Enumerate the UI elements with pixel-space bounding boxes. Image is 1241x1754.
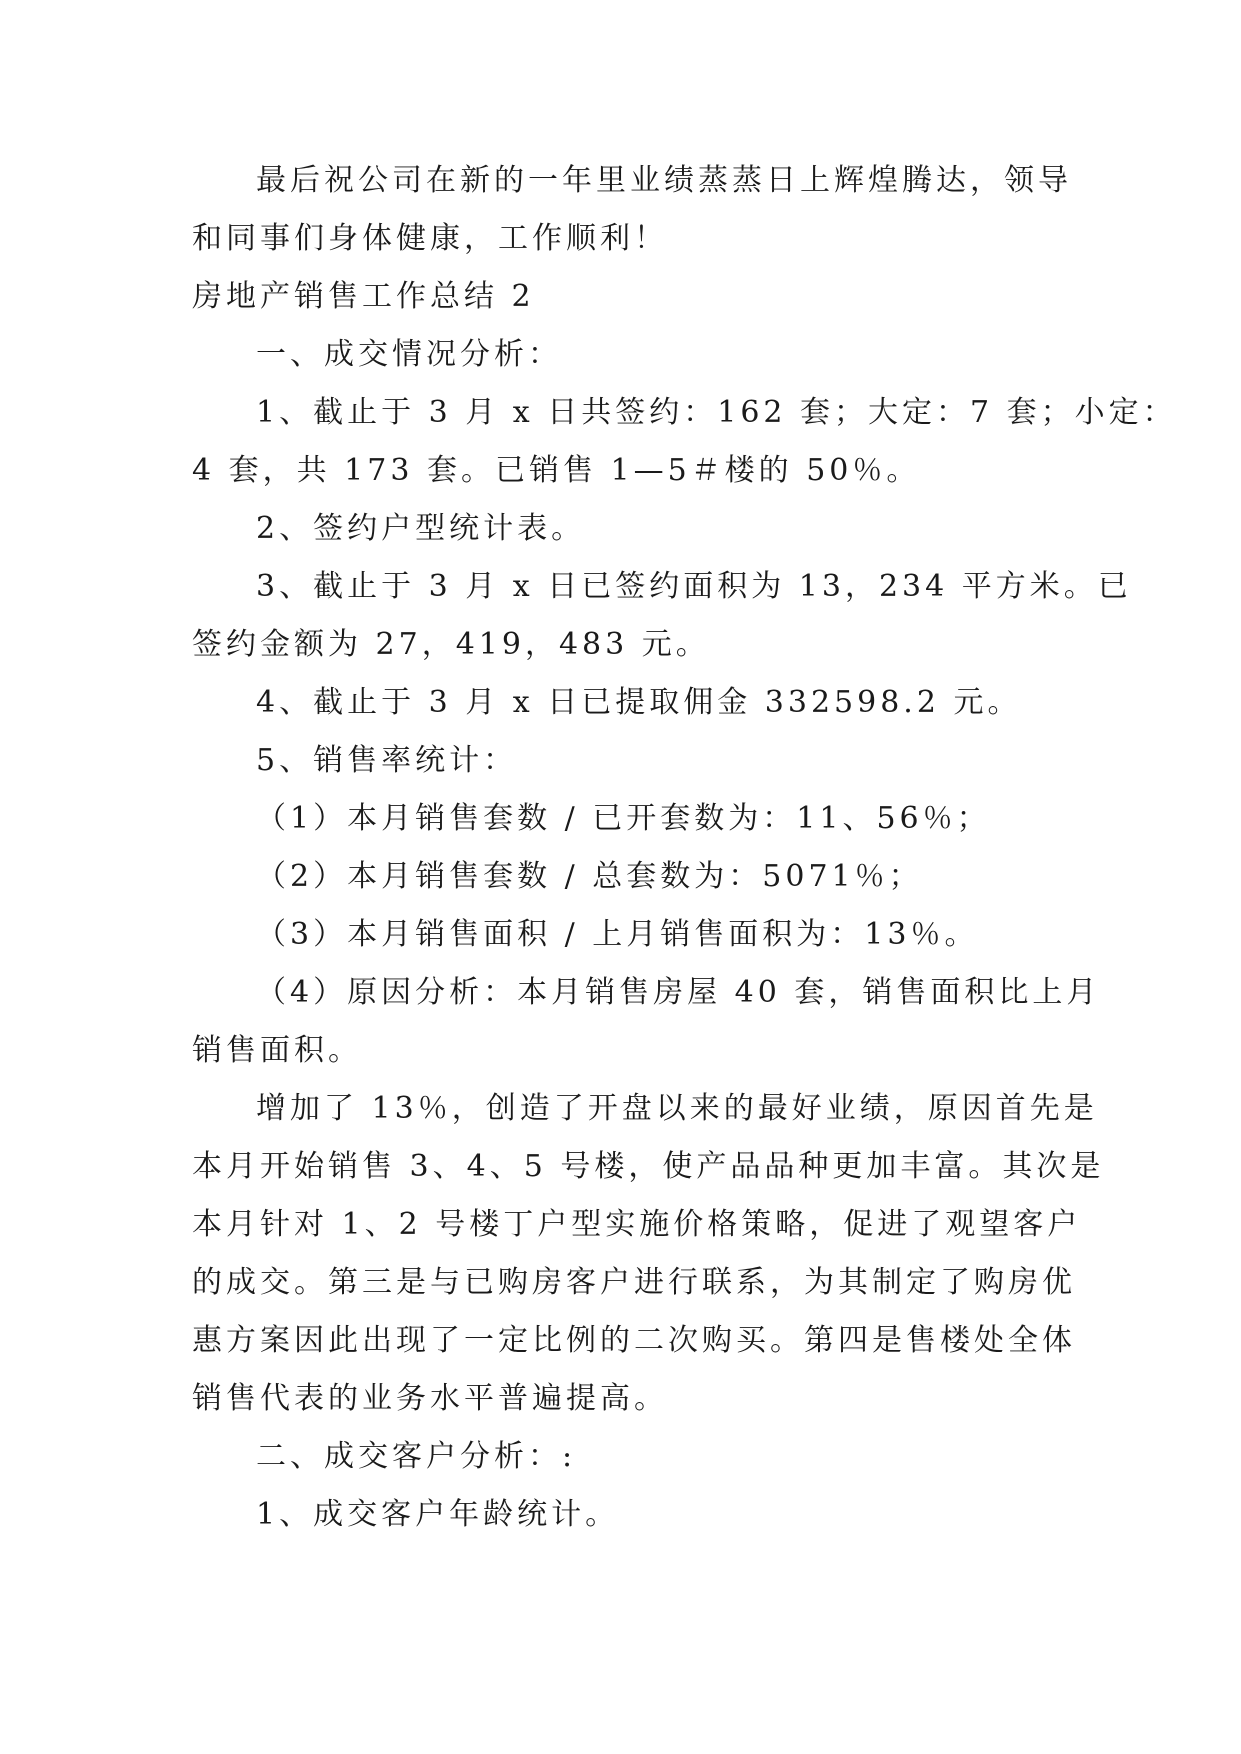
heading-line: 一、成交情况分析：: [256, 337, 562, 372]
section-title: 房地产销售工作总结 2: [192, 279, 535, 314]
text-line: 1、成交客户年龄统计。: [256, 1497, 620, 1532]
text-line: 5、销售率统计：: [256, 743, 518, 778]
heading-line: 二、成交客户分析：:: [256, 1439, 577, 1474]
text-line: （3）本月销售面积 / 上月销售面积为：13％。: [256, 917, 979, 952]
text-line: 增加了 13％，创造了开盘以来的最好业绩，原因首先是: [256, 1091, 1098, 1126]
text-line: 的成交。第三是与已购房客户进行联系，为其制定了购房优: [192, 1265, 1076, 1300]
text-line: 1、截止于 3 月 x 日共签约：162 套；大定：7 套；小定：: [256, 395, 1177, 430]
text-line: 和同事们身体健康，工作顺利！: [192, 221, 668, 256]
text-line: （4）原因分析：本月销售房屋 40 套，销售面积比上月: [256, 975, 1101, 1010]
text-line: 销售代表的业务水平普遍提高。: [192, 1381, 668, 1416]
text-line: 2、签约户型统计表。: [256, 511, 586, 546]
text-line: 最后祝公司在新的一年里业绩蒸蒸日上辉煌腾达，领导: [256, 163, 1072, 198]
text-line: 本月针对 1、2 号楼丁户型实施价格策略，促进了观望客户: [192, 1207, 1082, 1242]
text-line: 销售面积。: [192, 1033, 362, 1068]
text-line: （2）本月销售套数 / 总套数为：5071％；: [256, 859, 923, 894]
text-line: 惠方案因此出现了一定比例的二次购买。第四是售楼处全体: [192, 1323, 1076, 1358]
text-line: 4、截止于 3 月 x 日已提取佣金 332598.2 元。: [256, 685, 1022, 720]
text-line: 本月开始销售 3、4、5 号楼，使产品品种更加丰富。其次是: [192, 1149, 1105, 1184]
text-line: 3、截止于 3 月 x 日已签约面积为 13，234 平方米。已: [256, 569, 1132, 604]
text-line: 4 套，共 173 套。已销售 1—5＃楼的 50％。: [192, 453, 921, 488]
text-line: 签约金额为 27，419，483 元。: [192, 627, 710, 662]
text-line: （1）本月销售套数 / 已开套数为：11、56％；: [256, 801, 991, 836]
